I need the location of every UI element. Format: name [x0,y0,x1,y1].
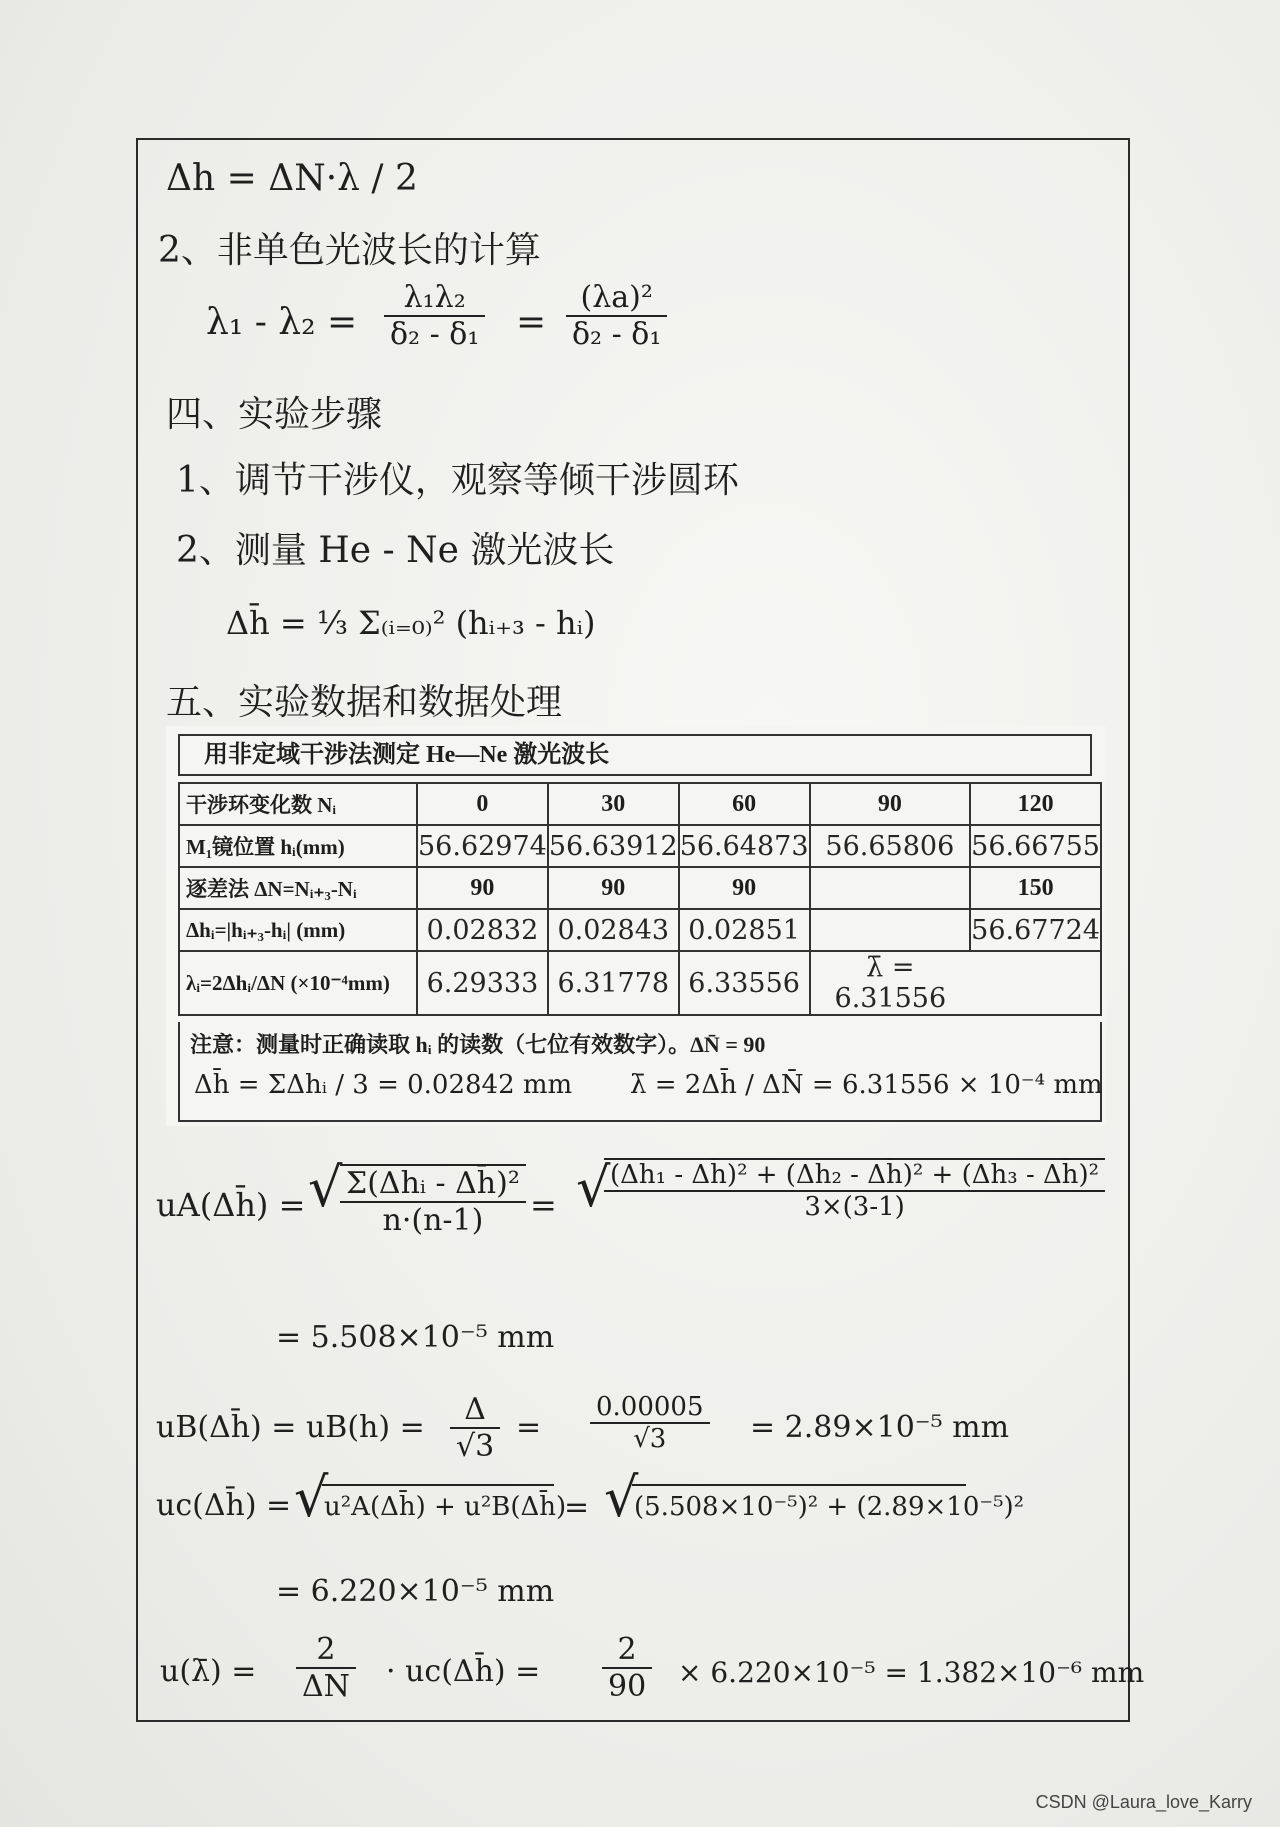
table-row [179,867,1101,909]
handwritten-value: 56.66755 [971,830,1100,862]
table-row [179,951,1101,1015]
table-cell [417,825,548,867]
table-cell [548,909,679,951]
ua-frac2-num: (Δh₁ - Δh̄)² + (Δh₂ - Δh̄)² + (Δh₃ - Δh̄)² [604,1158,1105,1192]
ub-frac2-den: √3 [633,1424,667,1454]
section4-title: 四、实验步骤 [166,394,383,435]
lambda-formula-left: λ₁ - λ₂ = [206,302,358,343]
table-cell: 0 [417,783,548,825]
table-cell: 90 [679,867,810,909]
data-table [178,782,1102,1016]
handwritten-value: 56.63912 [548,830,678,862]
lambda-fraction-1 [384,280,485,352]
ul-left: u(λ̄) = [160,1654,257,1689]
table-note-box [178,1022,1102,1122]
table-cell [417,909,548,951]
ua-left: uA(Δh̄) = [156,1186,306,1224]
sqrt-overline [322,1484,554,1486]
sqrt-sign-icon: √ [576,1156,611,1219]
sqrt-sign-icon: √ [308,1156,343,1219]
table-cell: 120 [970,783,1101,825]
ub-left: uB(Δh̄) = uB(h) = [156,1410,425,1445]
step2-text: 2、测量 He - Ne 激光波长 [176,530,615,571]
table-note-text: 注意：测量时正确读取 hᵢ 的读数（七位有效数字）。ΔN̄ = 90 [190,1032,766,1057]
table-cell: 150 [970,867,1101,909]
table-cell [970,825,1101,867]
ua-frac-num: Σ(Δhᵢ - Δh̄)² [340,1164,526,1203]
row-header: 逐差法 ΔN=Nᵢ₊₃-Nᵢ [179,867,417,909]
handwritten-value: 0.02843 [557,914,670,946]
uc-inside: u²A(Δh̄) + u²B(Δh̄) [324,1492,567,1522]
row-header: Δhᵢ=|hᵢ₊₃-hᵢ| (mm) [179,909,417,951]
ub-frac2-num: 0.00005 [590,1392,710,1424]
table-cell [810,951,971,1015]
ul-result: × 6.220×10⁻⁵ = 1.382×10⁻⁶ mm [678,1656,1145,1689]
table-cell: 90 [810,783,971,825]
table-cell [970,909,1101,951]
ul-fraction [296,1632,356,1704]
uc-equals: = [564,1490,590,1525]
table-cell: 90 [548,867,679,909]
ul-frac-num: 2 [296,1632,356,1669]
ul-frac2-den: 90 [608,1669,647,1704]
ua-fraction-2 [604,1158,1105,1222]
table-cell: 30 [548,783,679,825]
handwritten-value: 56.67724 [971,914,1100,946]
watermark-text: CSDN @Laura_love_Karry [1035,1792,1252,1812]
handwritten-value: 0.02851 [688,914,800,946]
handwritten-value: 6.33556 [688,967,800,999]
ua-fraction [340,1164,526,1238]
table-row [179,909,1101,951]
table-cell [548,951,679,1015]
table-cell [548,825,679,867]
sqrt-sign-icon: √ [294,1466,329,1529]
sqrt-sign-icon: √ [604,1466,639,1529]
lambda-frac1-num: λ₁λ₂ [384,280,485,317]
table-cell [810,909,971,951]
table-cell [679,909,810,951]
lambda-fraction-2 [566,280,667,352]
table-cell [810,867,971,909]
uc-left: uc(Δh̄) = [156,1488,292,1523]
lambda-frac2-num: (λa)² [566,280,667,317]
ub-fraction-2 [590,1392,710,1454]
lambda-frac2-den: δ₂ - δ₁ [572,317,662,352]
data-table-sheet [166,726,1106,1126]
table-cell [679,825,810,867]
ua-frac2-den: 3×(3-1) [804,1192,905,1222]
table-cell [679,951,810,1015]
ub-equals: = [516,1410,542,1445]
row-header: M₁镜位置 hᵢ(mm) [179,825,417,867]
ua-result: = 5.508×10⁻⁵ mm [276,1320,555,1355]
lambda-frac1-den: δ₂ - δ₁ [390,317,480,352]
table-row [179,825,1101,867]
ub-frac-num: Δ [450,1392,500,1429]
mean-lambda-result: λ̄ = 2Δh̄ / ΔN̄ = 6.31556 × 10⁻⁴ mm [630,1070,1103,1100]
row-header: λᵢ=2Δhᵢ/ΔN (×10⁻⁴mm) [179,951,417,1015]
sqrt-overline [632,1484,966,1486]
table-cell: 90 [417,867,548,909]
mean-dh-result: Δh̄ = ΣΔhᵢ / 3 = 0.02842 mm [194,1070,573,1100]
handwritten-value: 0.02832 [426,914,539,946]
section5-title: 五、实验数据和数据处理 [166,682,563,723]
table-row [179,783,1101,825]
handwritten-value: 56.65806 [825,830,955,862]
ul-frac-den: ΔN [302,1669,350,1704]
ub-fraction [450,1392,500,1464]
handwritten-value: λ̄ = 6.31556 [834,952,947,1014]
step1-text: 1、调节干涉仪，观察等倾干涉圆环 [176,460,739,501]
dh-formula: Δh = ΔN·λ / 2 [166,158,418,199]
ua-equals: = [530,1186,557,1224]
handwritten-value: 6.29333 [426,967,539,999]
table-cell [417,951,548,1015]
uc-result: = 6.220×10⁻⁵ mm [276,1574,555,1609]
uc-inside-2: (5.508×10⁻⁵)² + (2.89×10⁻⁵)² [634,1492,1025,1522]
ub-result: = 2.89×10⁻⁵ mm [750,1410,1010,1445]
equals-sign: = [516,302,547,343]
section2-title: 2、非单色光波长的计算 [158,230,541,271]
ul-frac2-num: 2 [602,1632,652,1669]
ul-mid: · uc(Δh̄) = [386,1654,541,1689]
handwritten-value: 6.31778 [557,967,670,999]
ua-frac-den: n·(n-1) [382,1203,484,1238]
handwritten-value: 56.64873 [679,830,809,862]
mean-formula: Δh̄ = ⅓ Σ₍ᵢ₌₀₎² (hᵢ₊₃ - hᵢ) [226,604,596,642]
table-cell [970,951,1101,1015]
ul-fraction-2 [602,1632,652,1704]
table-cell: 60 [679,783,810,825]
table-title: 用非定域干涉法测定 He—Ne 激光波长 [178,734,1092,776]
table-cell [810,825,971,867]
row-header: 干涉环变化数 Nᵢ [179,783,417,825]
handwritten-value: 56.62974 [418,830,547,862]
ub-frac-den: √3 [456,1429,495,1464]
